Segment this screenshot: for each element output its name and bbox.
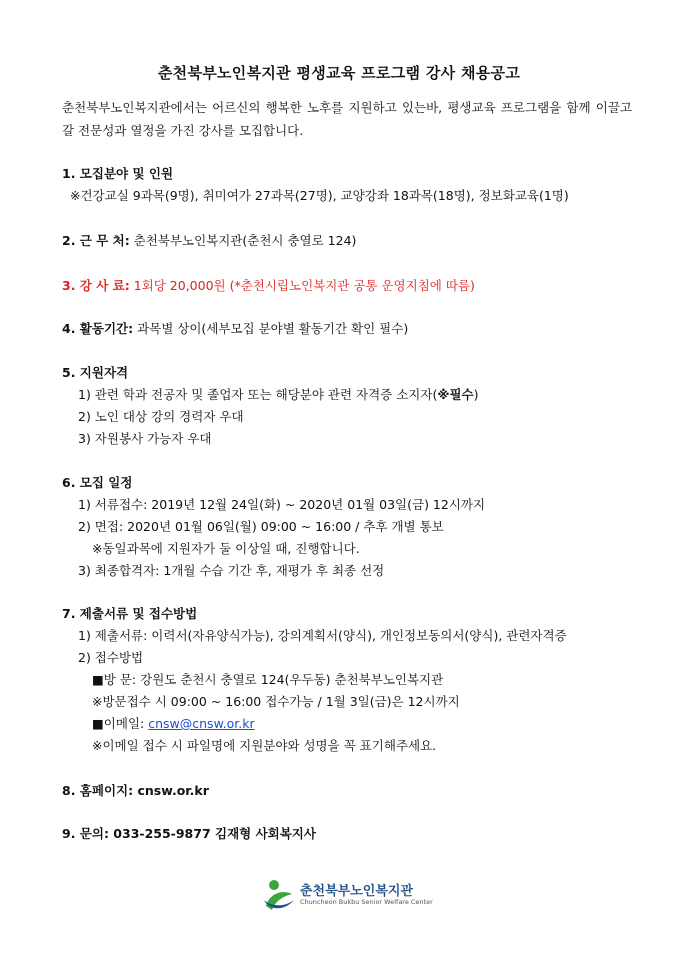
section-3-label: 3. 강 사 료: bbox=[62, 278, 130, 293]
section-5-item-1-text: 1) 관련 학과 전공자 및 졸업자 또는 해당분야 관련 자격증 소지자( bbox=[78, 387, 438, 402]
email-link[interactable]: cnsw@cnsw.or.kr bbox=[148, 716, 255, 731]
logo-mark-icon bbox=[262, 876, 296, 912]
footer-logo bbox=[262, 874, 432, 914]
intro-paragraph: 춘천북부노인복지관에서는 어르신의 행복한 노후를 지원하고 있는바, 평생교육 프로그램을 함께 이끌고 갈 전문성과 열정을 가진 강사를 모집합니다. bbox=[62, 100, 632, 138]
section-2 bbox=[62, 232, 356, 250]
logo-name: 춘천북부노인복지관 bbox=[300, 884, 414, 899]
section-7-item-2: 2) 접수방법 bbox=[78, 650, 144, 665]
section-9-contact: 9. 문의: 033-255-9877 김재형 사회복지사 bbox=[62, 826, 316, 841]
section-6-heading: 6. 모집 일정 bbox=[62, 475, 133, 490]
section-4-label: 4. 활동기간: bbox=[62, 321, 134, 336]
section-1-detail: ※건강교실 9과목(9명), 취미여가 27과목(27명), 교양강좌 18과목(18명), 정보화교육(1명) bbox=[70, 188, 569, 203]
section-7-visit-note: ※방문접수 시 09:00 ~ 16:00 접수가능 / 1월 3일(금)은 12시까지 bbox=[92, 694, 460, 709]
section-6-item-3: 3) 최종합격자: 1개월 수습 기간 후, 재평가 후 최종 선정 bbox=[78, 563, 385, 578]
section-7-email-note: ※이메일 접수 시 파일명에 지원분야와 성명을 꼭 표기해주세요. bbox=[92, 738, 437, 753]
section-3 bbox=[62, 277, 475, 295]
logo-subtitle: Chuncheon Bukbu Senior Welfare Center bbox=[300, 898, 433, 906]
section-2-text: 춘천북부노인복지관(춘천시 충열로 124) bbox=[129, 233, 357, 248]
email-label: ■이메일: bbox=[92, 716, 149, 731]
section-6-item-2: 2) 면접: 2020년 01월 06일(월) 09:00 ~ 16:00 / 추후 개별 통보 bbox=[78, 519, 444, 534]
section-5-item-1-close: ) bbox=[473, 387, 479, 402]
section-6-note: ※동일과목에 지원자가 둘 이상일 때, 진행합니다. bbox=[92, 541, 360, 556]
section-5-item-3: 3) 자원봉사 가능자 우대 bbox=[78, 431, 212, 446]
required-mark: ※필수 bbox=[437, 387, 474, 402]
section-8-homepage: 8. 홈페이지: cnsw.or.kr bbox=[62, 783, 209, 798]
section-3-text: 1회당 20,000원 (*춘천시립노인복지관 공통 운영지침에 따름) bbox=[129, 278, 475, 293]
section-1-heading: 1. 모집분야 및 인원 bbox=[62, 166, 174, 181]
page-title: 춘천북부노인복지관 평생교육 프로그램 강사 채용공고 bbox=[157, 64, 521, 82]
section-5-item-1 bbox=[78, 386, 479, 404]
section-6-item-1: 1) 서류접수: 2019년 12월 24일(화) ~ 2020년 01월 03일(금) 12시까지 bbox=[78, 497, 486, 512]
section-4 bbox=[62, 320, 408, 338]
section-4-text: 과목별 상이(세부모집 분야별 활동기간 확인 필수) bbox=[133, 321, 409, 336]
section-5-item-2: 2) 노인 대상 강의 경력자 우대 bbox=[78, 409, 244, 424]
section-7-item-1: 1) 제출서류: 이력서(자유양식가능), 강의계획서(양식), 개인정보동의서(양식), 관련자격증 bbox=[78, 628, 567, 643]
section-7-email bbox=[92, 715, 255, 733]
section-7-heading: 7. 제출서류 및 접수방법 bbox=[62, 606, 198, 621]
section-2-label: 2. 근 무 처: bbox=[62, 233, 130, 248]
section-7-visit: ■방 문: 강원도 춘천시 충열로 124(우두동) 춘천북부노인복지관 bbox=[92, 672, 444, 687]
section-5-heading: 5. 지원자격 bbox=[62, 365, 129, 380]
